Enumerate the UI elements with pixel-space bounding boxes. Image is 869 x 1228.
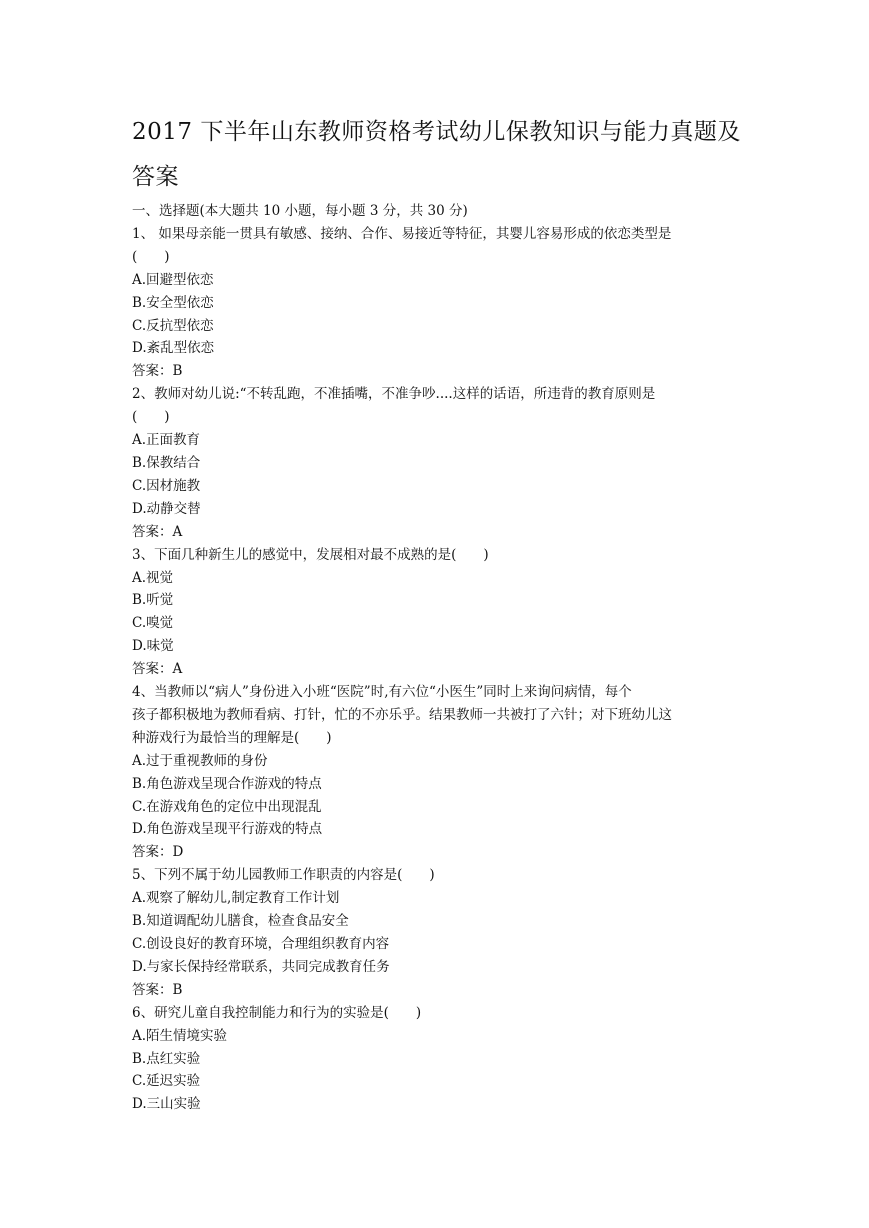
option-d: D.动静交替 [132, 500, 201, 517]
question-3 [132, 544, 742, 681]
answer-line: 答案：D [132, 844, 184, 861]
question-stem-line: 4、当教师以“病人”身份进入小班“医院”时,有六位“小医生”同时上来询问病情，每个 [132, 684, 632, 701]
question-stem-line: 6、研究儿童自我控制能力和行为的实验是( ) [132, 1004, 422, 1021]
question-stem-line: 1、 如果母亲能一贯具有敏感、接纳、合作、易接近等特征，其婴儿容易形成的依恋类型是 [132, 225, 672, 242]
question-stem-line: ( ) [132, 409, 170, 426]
option-c: C.嗅觉 [132, 615, 174, 632]
question-4 [132, 681, 742, 864]
answer-line: 答案：B [132, 981, 183, 998]
option-d: D.三山实验 [132, 1096, 201, 1113]
option-b: B.听觉 [132, 592, 174, 609]
answer-line: 答案：A [132, 523, 183, 540]
option-d: D.味觉 [132, 638, 174, 655]
document-page [132, 110, 742, 1116]
option-c: C.创设良好的教育环境，合理组织教育内容 [132, 936, 390, 952]
option-a: A.观察了解幼儿,制定教育工作计划 [132, 890, 340, 907]
title-line-1: 2017 下半年山东教师资格考试幼儿保教知识与能力真题及 [132, 119, 741, 145]
option-b: B.保教结合 [132, 454, 201, 471]
option-c: C.延迟实验 [132, 1073, 201, 1090]
title-line-2: 答案 [132, 164, 179, 190]
option-a: A.视觉 [132, 569, 174, 586]
option-a: A.陌生情境实验 [132, 1027, 228, 1044]
document-title [132, 110, 742, 200]
question-stem-line: 2、教师对幼儿说:“不转乱跑，不准插嘴，不准争吵....这样的话语，所违背的教育原则是 [132, 386, 656, 403]
option-d: D.紊乱型依恋 [132, 340, 215, 357]
option-a: A.正面教育 [132, 432, 201, 449]
question-1 [132, 223, 742, 383]
question-2 [132, 383, 742, 543]
question-5 [132, 864, 742, 1001]
question-stem-line: 种游戏行为最恰当的理解是( ) [132, 729, 332, 746]
answer-line: 答案：A [132, 661, 183, 678]
option-d: D.角色游戏呈现平行游戏的特点 [132, 821, 323, 838]
option-a: A.回避型依恋 [132, 271, 214, 288]
question-stem-line: ( ) [132, 248, 170, 265]
option-b: B.点红实验 [132, 1050, 201, 1067]
option-c: C.反抗型依恋 [132, 317, 214, 334]
question-stem-line: 3、下面几种新生儿的感觉中，发展相对最不成熟的是( ) [132, 546, 489, 563]
option-b: B.安全型依恋 [132, 294, 214, 311]
answer-line: 答案：B [132, 363, 183, 380]
option-c: C.在游戏角色的定位中出现混乱 [132, 798, 322, 815]
question-stem-line: 孩子都积极地为教师看病、打针，忙的不亦乐乎。结果教师一共被打了六针；对下班幼儿这 [132, 706, 672, 723]
option-d: D.与家长保持经常联系，共同完成教育任务 [132, 958, 390, 975]
question-stem-line: 5、下列不属于幼儿园教师工作职责的内容是( ) [132, 867, 435, 884]
option-b: B.角色游戏呈现合作游戏的特点 [132, 775, 322, 792]
section-header: 一、选择题(本大题共 10 小题，每小题 3 分，共 30 分) [132, 203, 468, 219]
question-6 [132, 1002, 742, 1117]
option-b: B.知道调配幼儿膳食，检查食品安全 [132, 913, 349, 930]
option-a: A.过于重视教师的身份 [132, 752, 268, 769]
option-c: C.因材施教 [132, 477, 201, 494]
